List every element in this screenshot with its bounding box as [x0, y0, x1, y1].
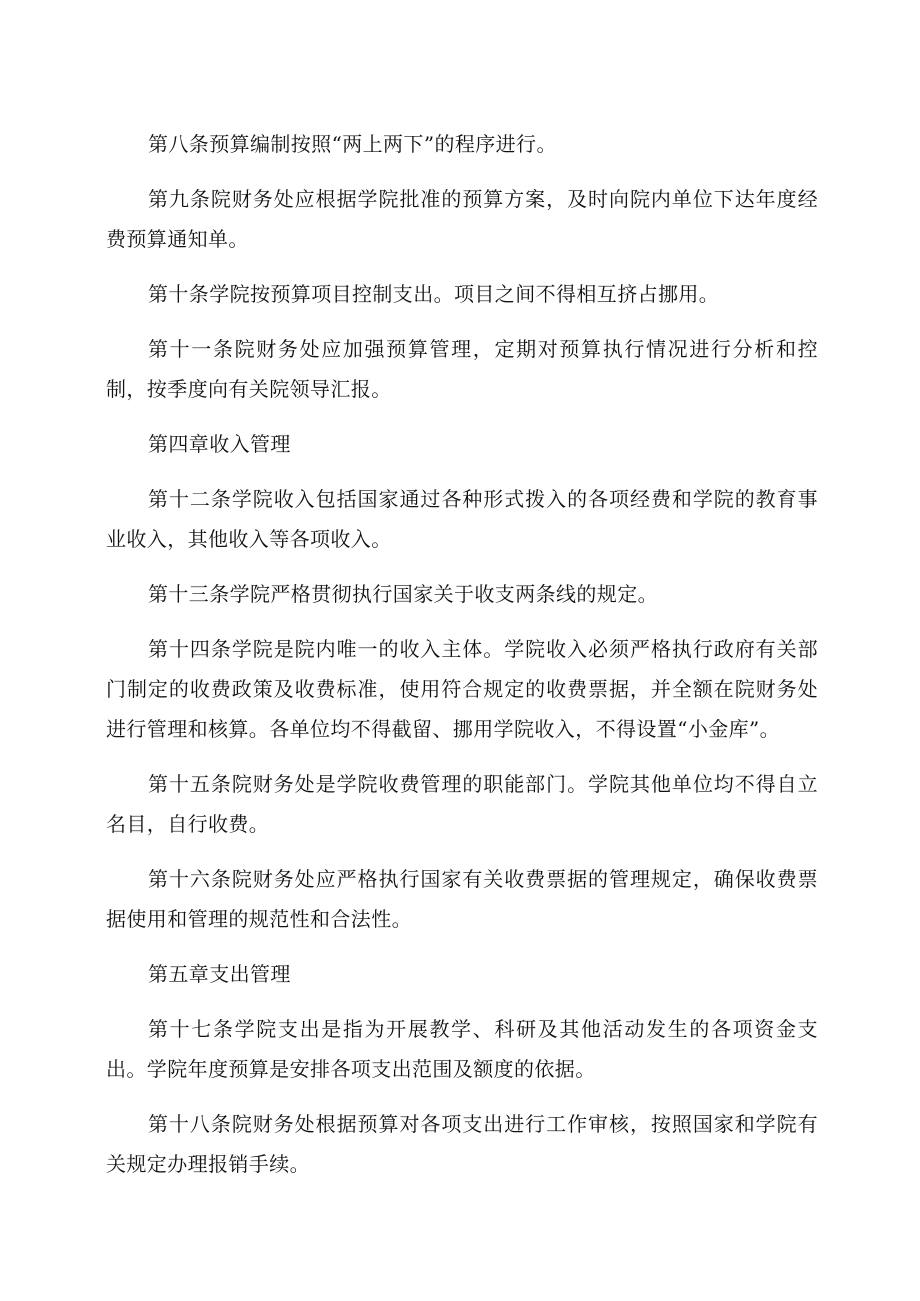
article-16: 第十六条院财务处应严格执行国家有关收费票据的管理规定，确保收费票据使用和管理的规范性和合法性。	[106, 867, 818, 931]
article-9: 第九条院财务处应根据学院批准的预算方案，及时向院内单位下达年度经费预算通知单。	[106, 187, 818, 251]
article-8: 第八条预算编制按照“两上两下”的程序进行。	[148, 132, 557, 156]
article-17: 第十七条学院支出是指为开展教学、科研及其他活动发生的各项资金支出。学院年度预算是安排各项支出范围及额度的依据。	[106, 1017, 818, 1081]
chapter-4-heading: 第四章收入管理	[148, 432, 291, 456]
article-12: 第十二条学院收入包括国家通过各种形式拨入的各项经费和学院的教育事业收入，其他收入等各项收入。	[106, 487, 818, 551]
article-11: 第十一条院财务处应加强预算管理，定期对预算执行情况进行分析和控制，按季度向有关院领导汇报。	[106, 337, 818, 401]
article-18: 第十八条院财务处根据预算对各项支出进行工作审核，按照国家和学院有关规定办理报销手续。	[106, 1112, 818, 1176]
document-body	[106, 124, 818, 1199]
article-10: 第十条学院按预算项目控制支出。项目之间不得相互挤占挪用。	[148, 282, 720, 306]
article-13: 第十三条学院严格贯彻执行国家关于收支两条线的规定。	[148, 582, 658, 606]
article-14: 第十四条学院是院内唯一的收入主体。学院收入必须严格执行政府有关部门制定的收费政策及收费标准，使用符合规定的收费票据，并全额在院财务处进行管理和核算。各单位均不得截留、挪用学院收入，不得设置“小金库”。	[106, 637, 818, 741]
chapter-5-heading: 第五章支出管理	[148, 962, 291, 986]
article-15: 第十五条院财务处是学院收费管理的职能部门。学院其他单位均不得自立名目，自行收费。	[106, 772, 818, 836]
